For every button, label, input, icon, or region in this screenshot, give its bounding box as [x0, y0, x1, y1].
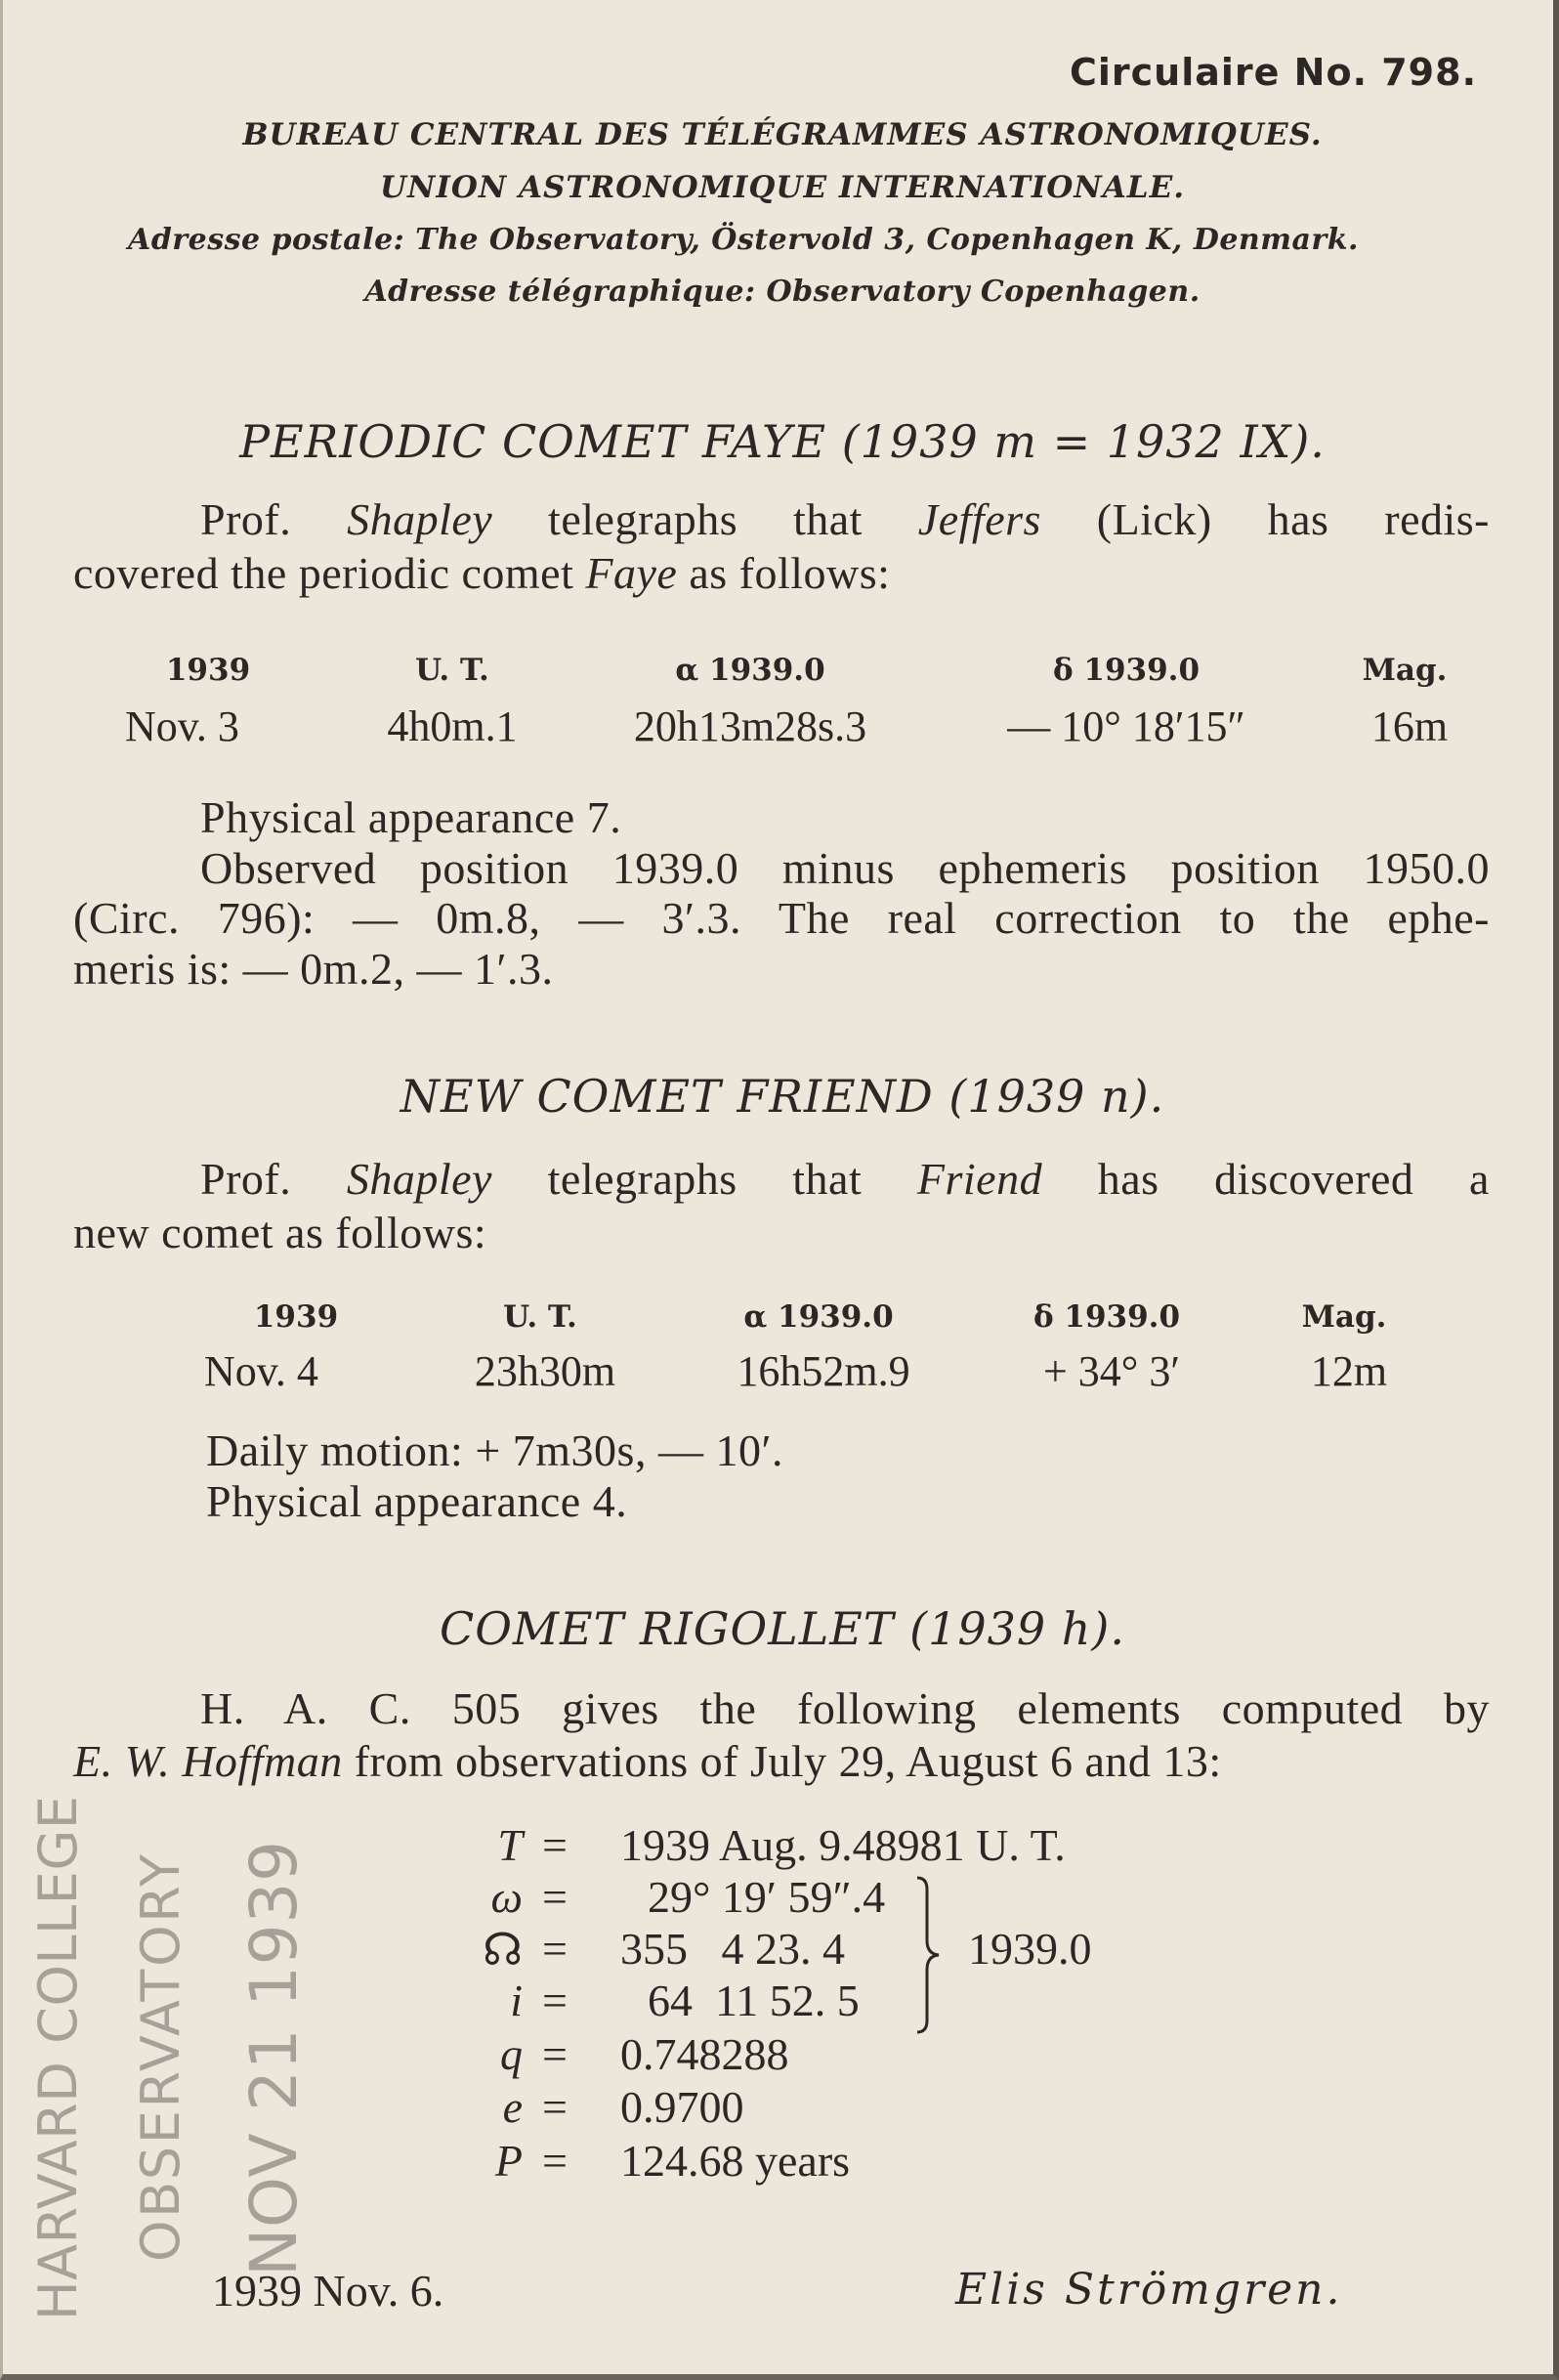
friend-mag: 12m — [1310, 1347, 1388, 1395]
element-eq: = — [542, 1820, 568, 1870]
friend-dec: + 34° 3′ — [1042, 1347, 1181, 1395]
element-value-T: 1939 Aug. 9.48981 U. T. — [620, 1820, 1066, 1870]
faye-physical: Physical appearance 7. — [200, 792, 622, 842]
circular-number: Circulaire No. 798. — [1070, 51, 1477, 94]
element-eq: = — [542, 2029, 568, 2079]
section-title-rigollet: COMET RIGOLLET (1939 h). — [440, 1602, 1125, 1655]
footer-date: 1939 Nov. 6. — [212, 2266, 444, 2316]
element-symbol-e: e — [502, 2082, 523, 2132]
faye-mag: 16m — [1370, 702, 1449, 750]
faye-col-mag: Mag. — [1362, 653, 1448, 688]
faye-date: Nov. 3 — [125, 702, 239, 750]
element-value-i: 64 11 52. 5 — [648, 1976, 860, 2025]
element-eq: = — [542, 2082, 568, 2132]
telegraphic-address: Adresse télégraphique: Observatory Copenhagen. — [364, 275, 1201, 309]
faye-col-year: 1939 — [165, 653, 251, 688]
rigollet-intro-line1: H. A. C. 505 gives the following elements computed by — [200, 1683, 1490, 1733]
friend-intro-line2: new comet as follows: — [73, 1208, 487, 1257]
faye-intro-line1: Prof. Shapley telegraphs that Jeffers (Lick) has redis- — [200, 494, 1490, 544]
friend-col-dec: δ 1939.0 — [1032, 1299, 1181, 1335]
element-eq: = — [542, 1872, 568, 1922]
received-stamp — [27, 1793, 384, 2345]
signature: Elis Strömgren. — [955, 2265, 1343, 2315]
element-symbol-T: T — [497, 1820, 523, 1870]
friend-daily-motion: Daily motion: + 7m30s, — 10′. — [206, 1425, 784, 1475]
friend-col-ra: α 1939.0 — [743, 1299, 894, 1335]
element-eq: = — [542, 2136, 568, 2186]
friend-intro-line1: Prof. Shapley telegraphs that Friend has discovered a — [200, 1154, 1490, 1204]
element-symbol-q: q — [500, 2029, 523, 2079]
element-value-node: 355 4 23. 4 — [620, 1924, 845, 1974]
element-value-q: 0.748288 — [620, 2029, 789, 2079]
element-value-omega: 29° 19′ 59″.4 — [648, 1872, 886, 1922]
element-symbol-P: P — [494, 2136, 523, 2186]
faye-ut: 4h0m.1 — [387, 702, 518, 750]
faye-col-ut: U. T. — [415, 653, 489, 688]
element-symbol-node: ☊ — [483, 1925, 523, 1975]
element-value-e: 0.9700 — [620, 2082, 744, 2132]
friend-physical: Physical appearance 4. — [206, 1476, 628, 1526]
friend-ut: 23h30m — [474, 1347, 616, 1395]
friend-col-mag: Mag. — [1301, 1299, 1387, 1335]
section-title-friend: NEW COMET FRIEND (1939 n). — [400, 1070, 1165, 1123]
stamp-line3: NOV 21 1939 — [236, 1837, 312, 2276]
friend-date: Nov. 4 — [204, 1347, 318, 1395]
stamp-line2: OBSERVATORY — [130, 1851, 191, 2262]
faye-col-dec: δ 1939.0 — [1052, 653, 1201, 688]
element-symbol-i: i — [510, 1976, 523, 2025]
equinox-brace — [915, 1876, 935, 2034]
stamp-line1: HARVARD COLLEGE — [27, 1793, 89, 2320]
faye-dec: — 10° 18′15″ — [1007, 702, 1245, 750]
postal-address: Adresse postale: The Observatory, Östervold 3, Copenhagen K, Denmark. — [128, 223, 1359, 257]
element-eq: = — [542, 1976, 568, 2025]
section-title-faye: PERIODIC COMET FAYE (1939 m = 1932 IX). — [239, 415, 1326, 468]
rigollet-intro-line2: E. W. Hoffman from observations of July 29, August 6 and 13: — [73, 1736, 1222, 1786]
element-value-P: 124.68 years — [620, 2136, 851, 2186]
friend-col-year: 1939 — [253, 1299, 339, 1335]
faye-obs-line2: (Circ. 796): — 0m.8, — 3′.3. The real correction to the ephe- — [73, 893, 1490, 943]
faye-obs-line1: Observed position 1939.0 minus ephemeris position 1950.0 — [200, 843, 1490, 893]
friend-col-ut: U. T. — [503, 1299, 577, 1335]
faye-col-ra: α 1939.0 — [675, 653, 825, 688]
union-heading: UNION ASTRONOMIQUE INTERNATIONALE. — [379, 170, 1186, 205]
faye-intro-line2: covered the periodic comet Faye as follows: — [73, 548, 891, 598]
equinox-label: 1939.0 — [968, 1924, 1092, 1974]
friend-ra: 16h52m.9 — [737, 1347, 910, 1395]
element-eq: = — [542, 1924, 568, 1974]
faye-obs-line3: meris is: — 0m.2, — 1′.3. — [73, 944, 554, 994]
faye-ra: 20h13m28s.3 — [633, 702, 867, 750]
element-symbol-omega: ω — [490, 1872, 523, 1922]
bureau-heading: BUREAU CENTRAL DES TÉLÉGRAMMES ASTRONOMIQUES. — [242, 117, 1323, 152]
